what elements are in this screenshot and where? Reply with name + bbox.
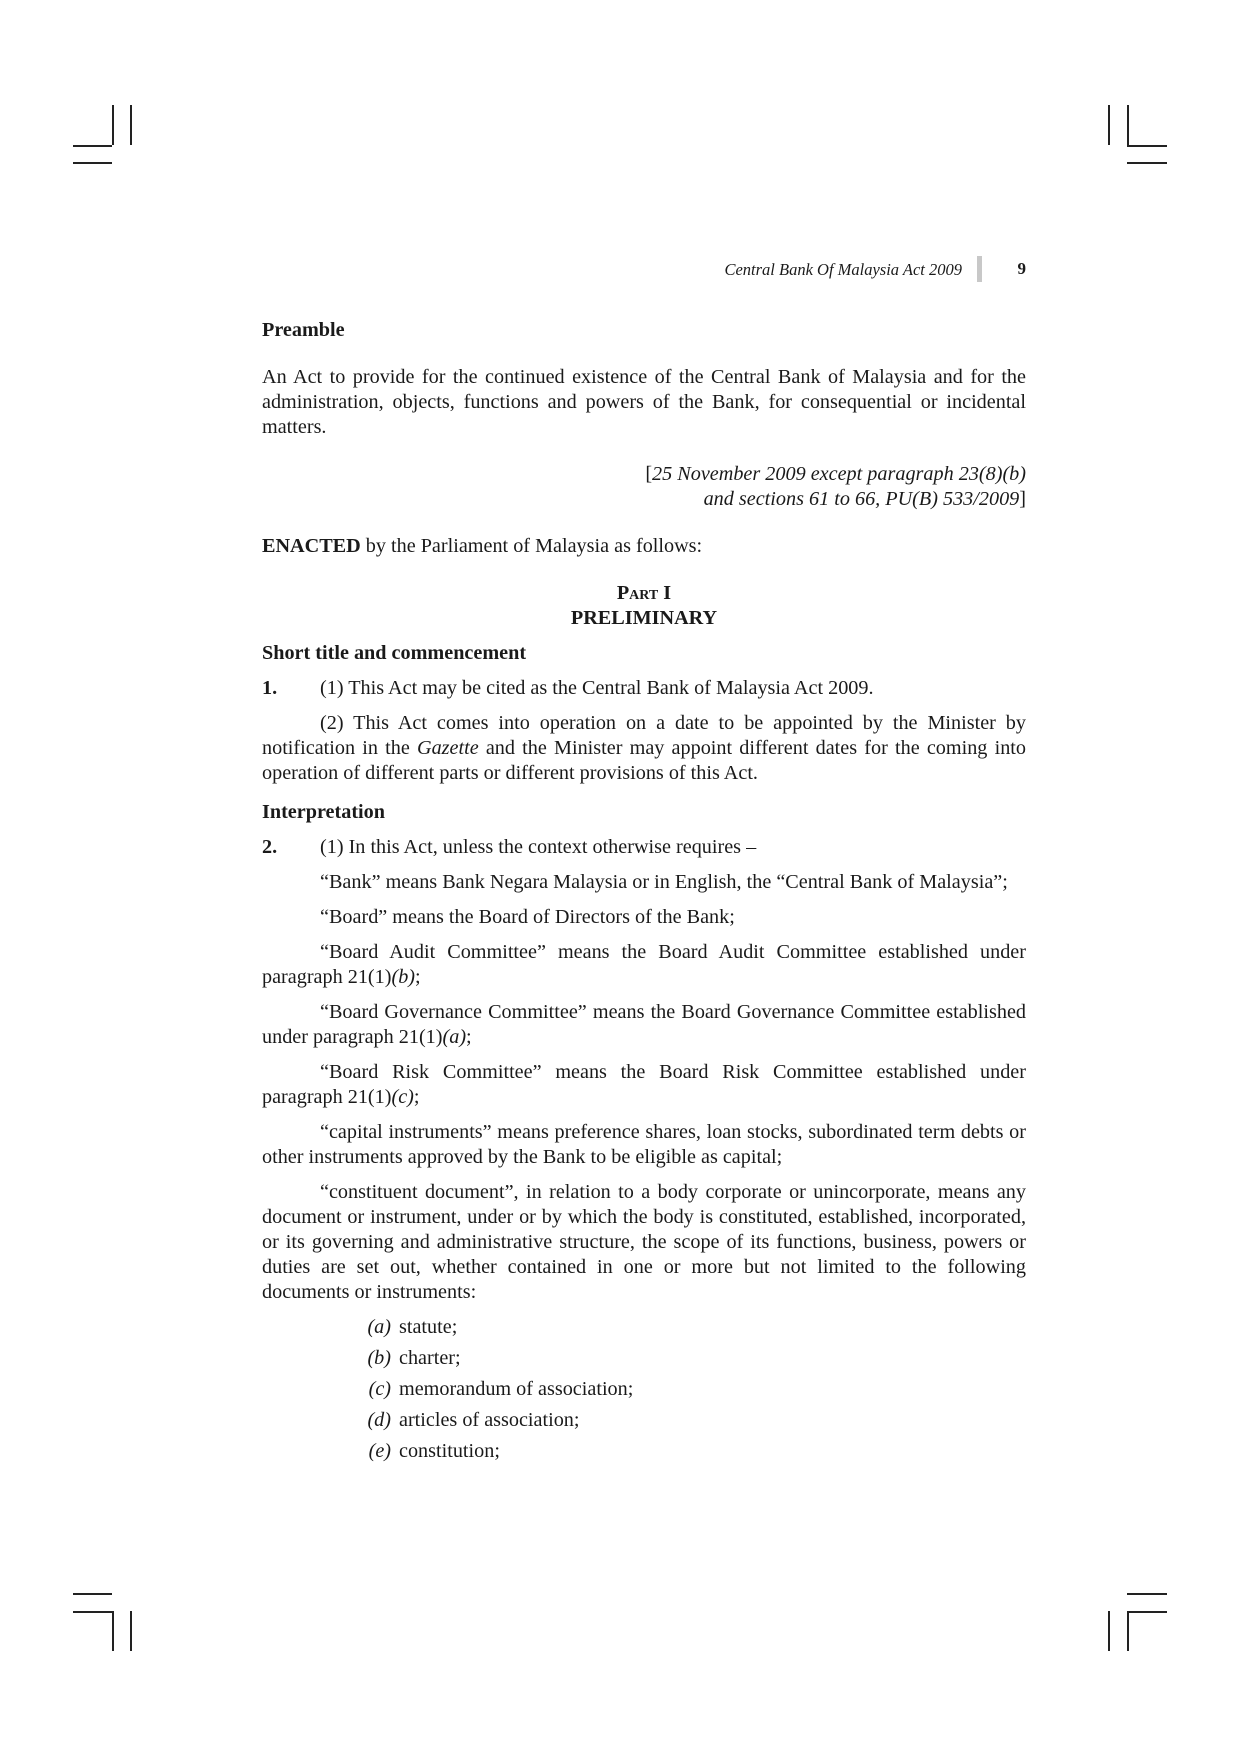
part-label: Part I (616, 582, 672, 604)
list-item: (c) memorandum of association; (368, 1378, 634, 1400)
crop-mark (1127, 1593, 1167, 1595)
crop-mark (1108, 1611, 1110, 1651)
enacting-clause: ENACTED by the Parliament of Malaysia as follows: (262, 535, 703, 557)
list-item: (a) statute; (367, 1316, 458, 1338)
running-header (262, 256, 1026, 286)
crop-mark (1108, 105, 1110, 145)
crop-mark (73, 162, 112, 164)
crop-mark (73, 1611, 112, 1613)
preamble-text: An Act to provide for the continued existence of the Central Bank of Malaysia and for the administration, objects, functions and powers of the Bank, for consequential or incidental matters. (262, 366, 1026, 438)
running-title: Central Bank Of Malaysia Act 2009 (724, 260, 962, 279)
part-title: PRELIMINARY (570, 607, 718, 629)
crop-mark (1127, 1611, 1167, 1613)
commencement-citation: [25 November 2009 except paragraph 23(8)(b) and sections 61 to 66, PU(B) 533/2009] (645, 463, 1026, 510)
constituent-document-list (262, 1315, 1026, 1470)
section-2 (262, 835, 1026, 860)
section-1 (262, 676, 1026, 701)
section-1-heading: Short title and commencement (262, 642, 527, 664)
definition-board: “Board” means the Board of Directors of the Bank; (320, 906, 735, 928)
definition-board-governance-committee: “Board Governance Committee” means the Board Governance Committee established under paragraph 21(1)(a); (262, 1001, 1026, 1048)
definition-capital-instruments: “capital instruments” means preference shares, loan stocks, subordinated term debts or other instruments approved by the Bank to be eligible as capital; (262, 1121, 1026, 1168)
crop-mark (112, 105, 114, 145)
crop-mark (130, 105, 132, 145)
citation-line-2: and sections 61 to 66, PU(B) 533/2009 (703, 488, 1020, 510)
list-item: (d) articles of association; (367, 1409, 580, 1431)
preamble-heading: Preamble (262, 319, 345, 341)
section-number: 2. (262, 836, 278, 858)
section-1-subsection-2: (2) This Act comes into operation on a date to be appointed by the Minister by notification in the Gazette and the Minister may appoint different dates for the coming into operation of different parts or different provisions of this Act. (262, 712, 1026, 784)
section-2-heading: Interpretation (262, 801, 385, 823)
list-item: (e) constitution; (368, 1440, 500, 1462)
section-number: 1. (262, 677, 278, 699)
definition-board-risk-committee: “Board Risk Committee” means the Board Risk Committee established under paragraph 21(1)(c); (262, 1061, 1026, 1108)
crop-mark (1127, 105, 1129, 145)
crop-mark (112, 1611, 114, 1651)
header-rule (977, 256, 982, 282)
crop-mark (73, 1593, 112, 1595)
section-1-subsection-1: (1) This Act may be cited as the Central Bank of Malaysia Act 2009. (320, 677, 874, 699)
page-number: 9 (1017, 259, 1026, 278)
section-2-subsection-1: (1) In this Act, unless the context otherwise requires – (320, 836, 757, 858)
crop-mark (1127, 1611, 1129, 1651)
definition-board-audit-committee: “Board Audit Committee” means the Board Audit Committee established under paragraph 21(1)(b); (262, 941, 1026, 988)
definition-constituent-document: “constituent document”, in relation to a body corporate or unincorporate, means any document or instrument, under or by which the body is constituted, established, incorporated, or its governing and administrative structure, the scope of its functions, business, powers or duties are set out, whether contained in one or more but not limited to the following documents or instruments: (262, 1181, 1026, 1303)
list-item: (b) charter; (367, 1347, 461, 1369)
crop-mark (1127, 162, 1167, 164)
crop-mark (130, 1611, 132, 1651)
crop-mark (1127, 145, 1167, 147)
crop-mark (73, 145, 112, 147)
document-body (262, 318, 1026, 1470)
citation-line-1: 25 November 2009 except paragraph 23(8)(b) (652, 463, 1026, 485)
definition-bank: “Bank” means Bank Negara Malaysia or in English, the “Central Bank of Malaysia”; (320, 871, 1008, 893)
